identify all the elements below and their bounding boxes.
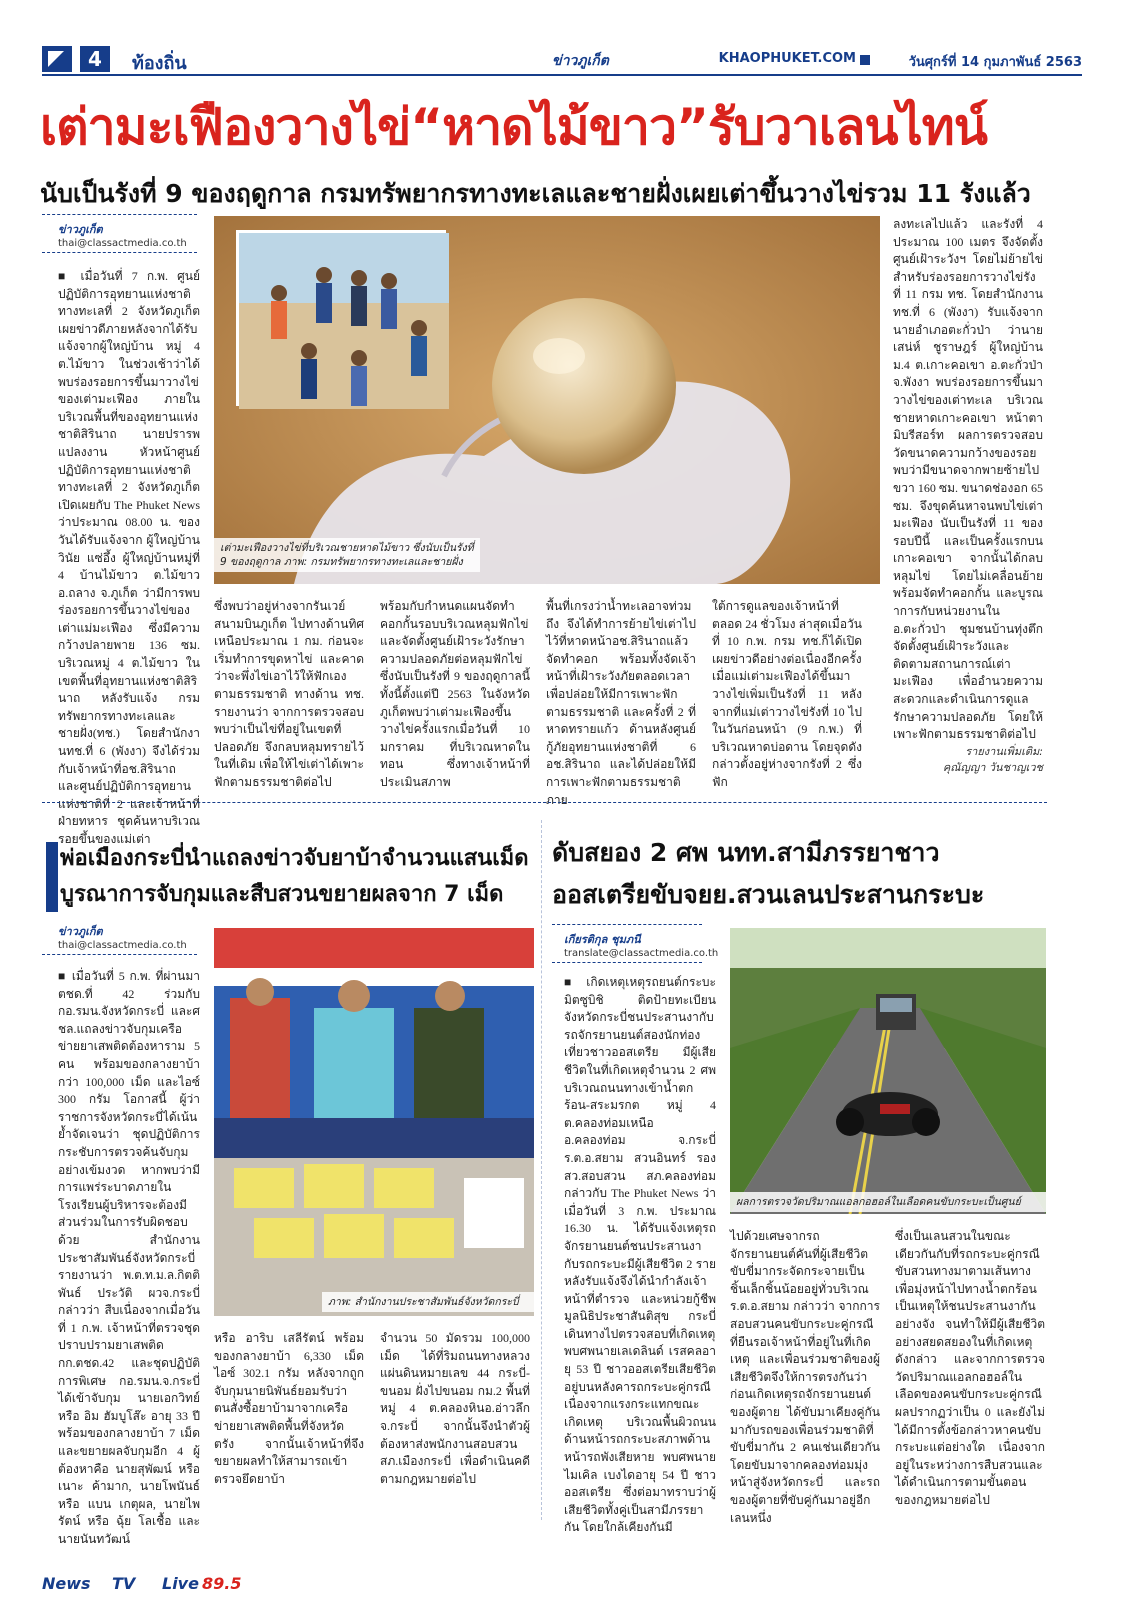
lead-credit (893, 744, 1043, 776)
story3-photo-caption: ผลการตรวจวัดปริมาณแอลกอฮอล์ในเลือดคนขับกระบะเป็นศูนย์ (730, 1192, 1046, 1212)
lead-subheadline: นับเป็นรังที่ 9 ของฤดูกาล กรมทรัพยากรทางทะเลและชายฝั่งเผยเต่าขึ้นวางไข่รวม 11 รังแล้ว (40, 179, 1031, 208)
page-header (42, 46, 1082, 72)
paper-logo-icon (42, 46, 72, 72)
story3-headline-2: ออสเตรียขับจยย.สวนเลนประสานกระบะ (552, 880, 985, 909)
section-divider (42, 802, 1047, 803)
separator-square-icon (860, 55, 870, 65)
byline-name: เกียรติกุล ชุมภนี (564, 933, 641, 946)
byline-email: thai@classactmedia.co.th (58, 940, 187, 951)
page-number: 4 (80, 46, 110, 72)
byline-rule (42, 214, 197, 215)
story2-headline-2: บูรณาการจับกุมและสืบสวนขยายผลจาก 7 เม็ด (60, 882, 504, 907)
lead-column-5: ใต้การดูแลของเจ้าหน้าที่ตลอด 24 ชั่วโมง ล่าสุดเมื่อวันที่ 10 ก.พ. กรม ทช.ก็ได้เปิดเผยข่าวดีอย่างต่อเนื่องอีกครั้ง เมื่อแม่เต่ามะเฟืองได้ขึ้นมาวางไข่เพิ่มเป็นรังที่ 11 หลังจากที่แม่เต่าวางไข่รังที่ 10 ไปในวันก่อนหน้า (9 ก.พ.) ที่บริเวณหาดบ่อดาน โดยจุดดังกล่าวตั้งอยู่ห่างจากรังที่ 2 ซึ่งฟัก (712, 599, 862, 789)
story2-column-3: จำนวน 50 มัดรวม 100,000 เม็ด ได้ที่ริมถนนทางหลวงแผ่นดินหมายเลข 44 กระบี่-ขนอม ฝั่งไปขนอม กม.2 พื้นที่หมู่ 4 ต.คลองหินอ.อ่าวลึก จ.กระบี่ จากนั้นจึงนำตัวผู้ต้องหาส่งพนักงานสอบสวนสภ.เมืองกระบี่ เพื่อดำเนินคดีตามกฎหมายต่อไป (380, 1331, 530, 1486)
lead-column-2: ซึ่งพบว่าอยู่ห่างจากรันเวย์ สนามบินภูเก็ต ไปทางด้านทิศเหนือประมาณ 1 กม. ก่อนจะเริ่มทำการขุดหาไข่ และคาดว่าจะพึ่งไข่เอาไว้ให้ฟักเองตามธรรมชาติ ทางด้าน ทช. รายงานว่า จากการตรวจสอบพบว่าเป็นไข่ที่อยู่ในเขตที่ปลอดภัย จึงกลบหลุมทรายไว้ในที่เดิม เพื่อให้ไข่เต่าได้เพาะฟักตามธรรมชาติต่อไป (214, 599, 364, 789)
byline-email: thai@classactmedia.co.th (58, 238, 187, 249)
lead-column-1: ■ เมื่อวันที่ 7 ก.พ. ศูนย์ปฏิบัติการอุทยานแห่งชาติทางทะเลที่ 2 จังหวัดภูเก็ต เผยข่าวดีภายหลังจากได้รับแจ้งจากผู้ใหญ่บ้าน หมู่ 4 ต.ไม้ขาว ในช่วงเช้าว่าได้พบร่องรอยการขึ้นมาวางไข่ของเต่ามะเฟือง ภายในบริเวณพื้นที่ของอุทยานแห่งชาติสิรินาถ นายปรารพ แปลงงาน หัวหน้าศูนย์ปฏิบัติการอุทยานแห่งชาติทางทะเลที่ 2 จังหวัดภูเก็ต เปิดเผยกับ The Phuket News ว่าประมาณ 08.00 น. ของวันได้รับแจ้งจาก ผู้ใหญ่บ้านวินัย แซ่อึ้ง ผู้ใหญ่บ้านหมู่ที่ 4 บ้านไม้ขาว ต.ไม้ขาว อ.ถลาง จ.ภูเก็ต ว่ามีการพบร่องรอยการขึ้นวางไข่ของเต่าแม่มะเฟือง ซึ่งมีความกว้างปลายพาย 136 ซม. บริเวณหมู่ 4 ต.ไม้ขาว ในเขตพื้นที่อุทยานแห่งชาติสิรินาถ หลังรับแจ้ง กรมทรัพยากรทางทะเลและชายฝั่ง(ทช.) โดยสำนักงานทช.ที่ 6 (พังงา) จึงได้ร่วมกับเจ้าหน้าที่อช.สิรินาถ และศูนย์ปฏิบัติการอุทยานแห่งชาติที่ 2 และเจ้าหน้าที่ฝ่ายทหาร ชุดค้นหาบริเวณรอยขึ้นของแม่เต่า (58, 269, 200, 846)
footer-frequency: 89.5 (202, 1574, 242, 1593)
story2-column-2: หรือ อาริบ เสลีรัตน์ พร้อมของกลางยาบ้า 6,330 เม็ด ไอซ์ 302.1 กรัม หลังจากถูกจับกุมนายนิพันธ์ยอมรับว่า ตนสั่งซื้อยาบ้ามาจากเครือข่ายยาเสพติดพื้นที่จังหวัดตรัง จากนั้นเจ้าหน้าที่จึงขยายผลทำให้สามารถเข้าตรวจยึดยาบ้า (214, 1331, 364, 1486)
story3-photo (730, 928, 1046, 1214)
story2-byline (58, 922, 187, 951)
officials-on-beach-photo (239, 233, 449, 409)
inset-photo (236, 230, 446, 406)
credit-label: รายงานเพิ่มเติม: (965, 745, 1043, 758)
masthead: ข่าวภูเก็ต (552, 53, 609, 69)
lead-headline: เต่ามะเฟืองวางไข่“หาดไม้ขาว”รับวาเลนไทน์ (40, 98, 987, 156)
byline-rule (552, 924, 702, 925)
byline-name: ข่าวภูเก็ต (58, 223, 103, 236)
lead-column-4: พื้นที่เกรงว่าน้ำทะเลอาจท่วมถึง จึงได้ทำการย้ายไข่เต่าไปไว้ที่หาดหน้าอช.สิรินาถแล้วจัดทำคอก พร้อมทั้งจัดเจ้าหน้าที่เฝ้าระวังภัยตลอดเวลา เพื่อปล่อยให้มีการเพาะฟักตามธรรมชาติ และครั้งที่ 2 ที่หาดทรายแก้ว ด้านหลังศูนย์กู้ภัยอุทยานแห่งชาติที่ 6 อช.สิรินาถ และได้ปล่อยให้มีการเพาะฟักตามธรรมชาติ ภาย (546, 599, 696, 807)
section-name: ท้องถิ่น (132, 53, 187, 74)
story2-photo (214, 928, 534, 1316)
story2-column-1: ■ เมื่อวันที่ 5 ก.พ. ที่ผ่านมา ตชด.ที่ 42 ร่วมกับ กอ.รมน.จังหวัดกระบี่ และศชล.แถลงข่าวจับกุมเครือข่ายยาเสพติดต้องหาราม 5 คน พร้อมของกลางยาบ้ากว่า 100,000 เม็ด และไอซ์ 300 กรัม โอกาสนี้ ผู้ว่าราชการจังหวัดกระบี่ได้เน้นย้ำจัดเจนว่า ชุดปฏิบัติการกระชับการตรวจค้นจับกุมอย่างเข้มงวด หากพบว่ามีการแพร่ระบาดภายในโรงเรียนผู้บริหารจะต้องมีส่วนร่วมในการรับผิดชอบด้วย สำนักงานประชาสัมพันธ์จังหวัดกระบี่ รายงานว่า พ.ต.ท.ม.ล.กิตติพันธ์ ประวัติ ผวจ.กระบี่ กล่าวว่า สืบเนื่องจากเมื่อวันที่ 1 ก.พ. เจ้าหน้าที่ตรวจชุดปราบปรามยาเสพติด กก.ตชด.42 และชุดปฏิบัติการพิเศษ กอ.รมน.จ.กระบี่ ได้เข้าจับกุม นายเอกวิทย์ หรือ อิม ฮัมบูโส๊ะ อายุ 33 ปี พร้อมของกลางยาบ้า 7 เม็ด และขยายผลจับกุมอีก 4 ผู้ต้องหาคือ นายสุพัฒน์ หรือ เนาะ ค้ามาก, นายโพนันธ์ หรือ แบน เกตุผล, นายไพรัตน์ หรือ ฉุ้ย โลเชื้อ และนายนันทวัฒน์ (58, 969, 200, 1546)
footer-live-logo: Live (162, 1574, 199, 1593)
byline-email: translate@classactmedia.co.th (564, 948, 719, 959)
lead-column-6: ลงทะเลไปแล้ว และรังที่ 4 ประมาณ 100 เมตร จึงจัดตั้งศูนย์เฝ้าระวังฯ โดยไม่ย้ายไข่ สำหรับร่องรอยการวางไข่รังที่ 11 กรม ทช. โดยสำนักงาน ทช.ที่ 6 (พังงา) รับแจ้งจากนายอำเภอตะกั่วป่า ว่านายเสน่ห์ ชูราษฎร์ ผู้ใหญ่บ้าน ม.4 ต.เกาะคอเขา อ.ตะกั่วป่า จ.พังงา พบร่องรอยการขึ้นมาวางไข่ของเต่าทะเล บริเวณชายหาดเกาะคอเขา หน้าตามิบรีสอร์ท ผลการตรวจสอบวัดขนาดความกว้างของรอย พบว่ามีขนาดจากพายซ้ายไปขวา 160 ซม. ขนาดช่องอก 65 ซม. จึงขุดค้นหาจนพบไข่เต่ามะเฟือง นับเป็นรังที่ 11 ของรอบปีนี้ และเป็นครั้งแรกบนเกาะคอเขา จากนั้นได้กลบหลุมไข่ โดยไม่เคลื่อนย้าย พร้อมจัดทำคอกกั้น และบูรณาการกับหน่วยงานใน อ.ตะกั่วป่า ชุมชนบ้านทุ่งตึก จัดตั้งศูนย์เฝ้าระวังและติดตามสถานการณ์เต่ามะเฟือง เพื่ออำนวยความสะดวกและดำเนินการดูแลรักษาความปลอดภัย โดยให้เพาะฟักตามธรรมชาติต่อไป (893, 217, 1043, 742)
story3-column-1: ■ เกิดเหตุเหตุรถยนต์กระบะมิตซูบิชิ ติดป้ายทะเบียนจังหวัดกระบี่ชนประสานงากับรถจักรยานยนต์สองนักท่องเที่ยวชาวออสเตรีย มีผู้เสียชีวิตในที่เกิดเหตุจำนวน 2 ศพ บริเวณถนนทางเข้าน้ำตกร้อน-สระมรกต หมู่ 4 ต.คลองท่อมเหนือ อ.คลองท่อม จ.กระบี่ ร.ต.อ.สยาม สวนอินทร์ รองสว.สอบสวน สภ.คลองท่อม กล่าวกับ The Phuket News ว่าเมื่อวันที่ 3 ก.พ. ประมาณ 16.30 น. ได้รับแจ้งเหตุรถจักรยานยนต์ชนประสานงากับรถกระบะมีผู้เสียชีวิต 2 ราย หลังรับแจ้งจึงได้นำกำลังเจ้าหน้าที่ตำรวจ และหน่วยกู้ชีพมูลนิธิประชาสันติสุข กระบี่ เดินทางไปตรวจสอบที่เกิดเหตุ พบศพนายเลเดลินด์ เรสคลอายุ 53 ปี ชาวออสเตรียเสียชีวิตอยู่บนหลังคารถกระบะคู่กรณี เนื่องจากแรงกระแทกขณะเกิดเหตุ บริเวณพื้นผิวถนนด้านหน้ารถกระบะสภาพด้านหน้ารถพังเสียหาย พบศพนายไมเคิล เบงไดอายุ 54 ปี ชาวออสเตรีย ซึ่งต่อมาทราบว่าผู้เสียชีวิตทั้งคู่เป็นสามีภรรยากัน โดยใกล้เคียงกันมี (564, 975, 716, 1535)
footer-news-logo: News (42, 1574, 91, 1593)
byline-name: ข่าวภูเก็ต (58, 925, 103, 938)
credit-name: คุณัญญา วันชาญเวช (942, 761, 1043, 774)
website: KHAOPHUKET.COM (718, 51, 856, 66)
lead-photo-caption: เต่ามะเฟืองวางไข่ที่บริเวณชายหาดไม้ขาว ซึ่งนับเป็นรังที่ 9 ของฤดูกาล ภาพ: กรมทรัพยากรทางทะเลและชายฝั่ง (214, 538, 480, 572)
story2-photo-caption: ภาพ: สำนักงานประชาสัมพันธ์จังหวัดกระบี่ (322, 1292, 534, 1312)
story3-column-3: ซึ่งเป็นเลนสวนในขณะเดียวกันกับที่รถกระบะคู่กรณีขับสวนทางมาตามเส้นทาง เพื่อมุ่งหน้าไปทางน้ำตกร้อน เป็นเหตุให้ชนประสานงากันอย่างจัง จนทำให้มีผู้เสียชีวิตอย่างสยดสยองในที่เกิดเหตุดังกล่าว และจากการตรวจวัดปริมาณแอลกอฮอล์ในเลือดของคนขับกระบะคู่กรณี ผลปรากฏว่าเป็น 0 และยังไม่ได้มีการตั้งข้อกล่าวหาคนขับกระบะแต่อย่างใด เนื่องจากอยู่ในระหว่างการสืบสวนและได้ดำเนินการตามขั้นตอนของกฎหมายต่อไป (895, 1229, 1045, 1507)
drug-seizure-press-photo (214, 928, 534, 1316)
lead-photo (214, 216, 880, 584)
byline-rule (42, 252, 197, 253)
story3-column-2: ไปด้วยเศษจากรถจักรยานยนต์คันที่ผู้เสียชีวิตขับขี่มากระจัดกระจายเป็นชิ้นเล็กชิ้นน้อยอยู่ทั่วบริเวณ ร.ต.อ.สยาม กล่าวว่า จากการสอบสวนคนขับกระบะคู่กรณีที่ยืนรอเจ้าหน้าที่อยู่ในที่เกิดเหตุ และเพื่อนร่วมชาติของผู้เสียชีวิตจึงให้การตรงกันว่าก่อนเกิดเหตุรถจักรยานยนต์ของผู้ตาย ได้ขับมาเคียงคู่กันมากับรถของเพื่อนร่วมชาติที่ขับขี่มากัน 2 คนเช่นเดียวกัน โดยขับมาจากคลองท่อมมุ่งหน้าสู่จังหวัดกระบี่ และรถของผู้ตายที่ขับคู่กันมาอยู่อีกเลนหนึ่ง (730, 1229, 880, 1525)
lead-byline (58, 220, 187, 249)
header-rule (42, 74, 1082, 76)
byline-rule (42, 954, 197, 955)
story2-headline-1: พ่อเมืองกระบี่นำแถลงข่าวจับยาบ้าจำนวนแสนเม็ด (60, 846, 529, 871)
page-footer (42, 1570, 342, 1600)
story3-headline-1: ดับสยอง 2 ศพ นทท.สามีภรรยาชาว (552, 838, 940, 867)
story2-accent-bar (46, 842, 58, 912)
lead-column-3: พร้อมกับกำหนดแผนจัดทำคอกกั้นรอบบริเวณหลุมฟักไข่ และจัดตั้งศูนย์เฝ้าระวังรักษาความปลอดภัยต่อหลุมฟักไข่ ซึ่งนับเป็นรังที่ 9 ของฤดูกาลนี้ ทั้งนี้ตั้งแต่ปี 2563 ในจังหวัดภูเก็ตพบว่าเต่ามะเฟืองขึ้นวางไข่ครั้งแรกเมื่อวันที่ 10 มกราคม ที่บริเวณหาดในทอน ซึ่งทางเจ้าหน้าที่ประเมินสภาพ (380, 599, 530, 789)
accident-scene-photo (730, 928, 1046, 1214)
story-divider (541, 820, 542, 1520)
story3-byline (564, 930, 718, 959)
issue-date: วันศุกร์ที่ 14 กุมภาพันธ์ 2563 (908, 55, 1082, 70)
footer-tv-logo: TV (112, 1574, 136, 1593)
byline-rule (552, 962, 702, 963)
